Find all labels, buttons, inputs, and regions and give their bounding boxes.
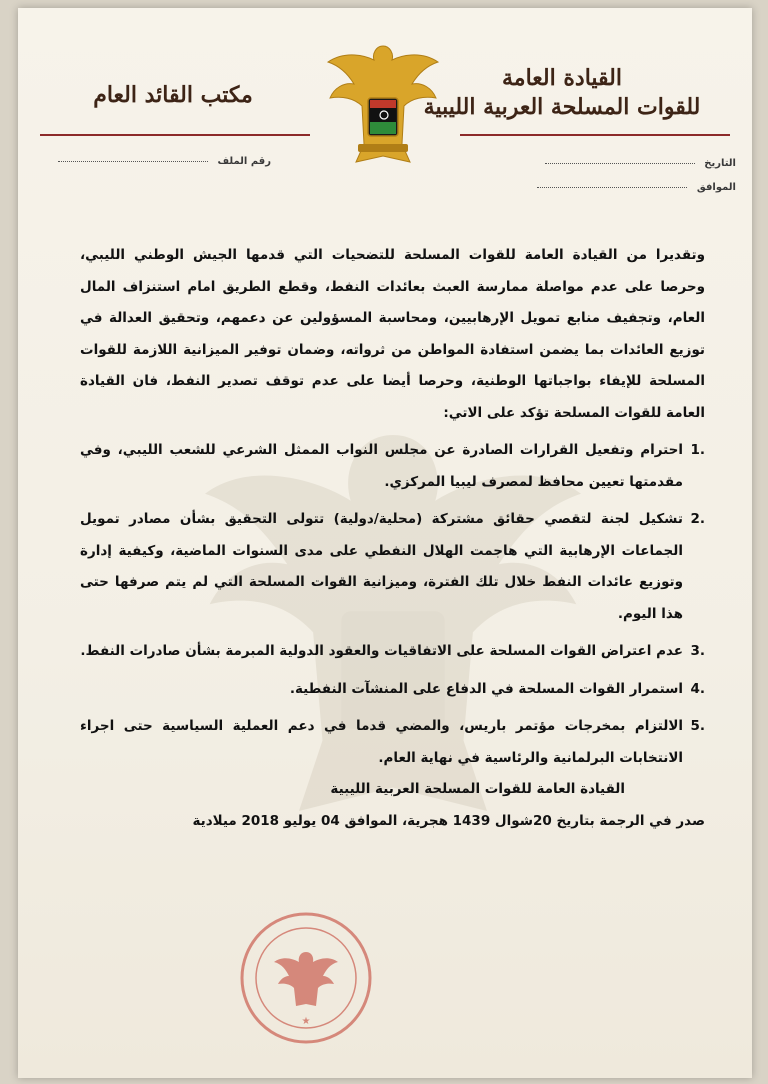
signature-line: القيادة العامة للقوات المسلحة العربية الليبية (330, 781, 625, 797)
item-number: 2. (690, 511, 705, 527)
document-page (18, 8, 752, 1078)
item-number: 1. (690, 442, 705, 458)
intro-paragraph: وتقديرا من القيادة العامة للقوات المسلحة للتضحيات التي قدمها الجيش الوطني الليبي، وحرصا على عدم مواصلة ممارسة العبث بعائدات النفط، وقطع الطريق امام استنزاف المال العام، وتجفيف منابع تمويل الإرهابيين، ومحاسبة المسؤولين عن دعمهم، وتحقيق العدالة في توزيع العائدات بما يضمن استفادة المواطن من ثرواته، وضمان توفير الميزانية اللازمة للقوات المسلحة للإيفاء بواجباتها الوطنية، وحرصا أيضا على عدم توقف تصدير النفط، فان القيادة العامة للقوات المسلحة تؤكد على الاتي: (80, 247, 705, 421)
header-rule-right (460, 134, 730, 136)
official-stamp-icon (236, 908, 376, 1048)
corresponding-field (537, 182, 736, 193)
list-item (80, 504, 705, 630)
corresponding-blank (537, 187, 687, 188)
item-text: احترام وتفعيل القرارات الصادرة عن مجلس النواب الممثل الشرعي للشعب الليبي، وفي مقدمتها تعيين محافظ لمصرف ليبيا المركزي. (80, 442, 683, 490)
list-item (80, 636, 705, 668)
item-text: عدم اعتراض القوات المسلحة على الاتفاقيات والعقود الدولية المبرمة بشأن صادرات النفط. (80, 643, 683, 659)
letter-body (80, 240, 705, 837)
date-field (545, 158, 736, 169)
header-line-1: القيادة العامة (502, 65, 622, 91)
points-list (80, 435, 705, 774)
list-item (80, 674, 705, 706)
date-blank (545, 163, 695, 164)
header-rule-left (40, 134, 310, 136)
item-text: استمرار القوات المسلحة في الدفاع على المنشآت النفطية. (289, 680, 683, 697)
item-text: الالتزام بمخرجات مؤتمر باريس، والمضي قدما في دعم العملية السياسية حتى اجراء الانتخابات البرلمانية والرئاسية في نهاية العام. (80, 718, 683, 766)
file-number-field (58, 156, 271, 167)
item-text: تشكيل لجنة لتقصي حقائق مشتركة (محلية/دولية) تتولى التحقيق بشأن مصادر تمويل الجماعات الإرهابية التي هاجمت الهلال النفطي على مدى السنوات الماضية، وكيفية إدارة وتوزيع عائدات النفط خلال تلك الفترة، وميزانية القوات المسلحة التي لم يتم صرفها حتى هذا اليوم. (80, 511, 683, 622)
issued-line: صدر في الرجمة بتاريخ 20شوال 1439 هجرية، الموافق 04 يوليو 2018 ميلادية (192, 812, 705, 829)
office-title: مكتب القائد العام (93, 82, 253, 108)
command-header (412, 64, 712, 122)
file-number-blank (58, 161, 208, 162)
date-label: التاريخ (704, 158, 736, 169)
list-item (80, 435, 705, 498)
svg-text:★: ★ (301, 1016, 311, 1027)
item-number: 5. (690, 718, 705, 734)
list-item (80, 711, 705, 774)
item-number: 3. (690, 643, 705, 659)
item-number: 4. (690, 680, 705, 697)
header-line-2: للقوات المسلحة العربية الليبية (423, 94, 701, 120)
file-number-label: رقم الملف (217, 156, 271, 167)
corresponding-label: الموافق (696, 182, 736, 193)
